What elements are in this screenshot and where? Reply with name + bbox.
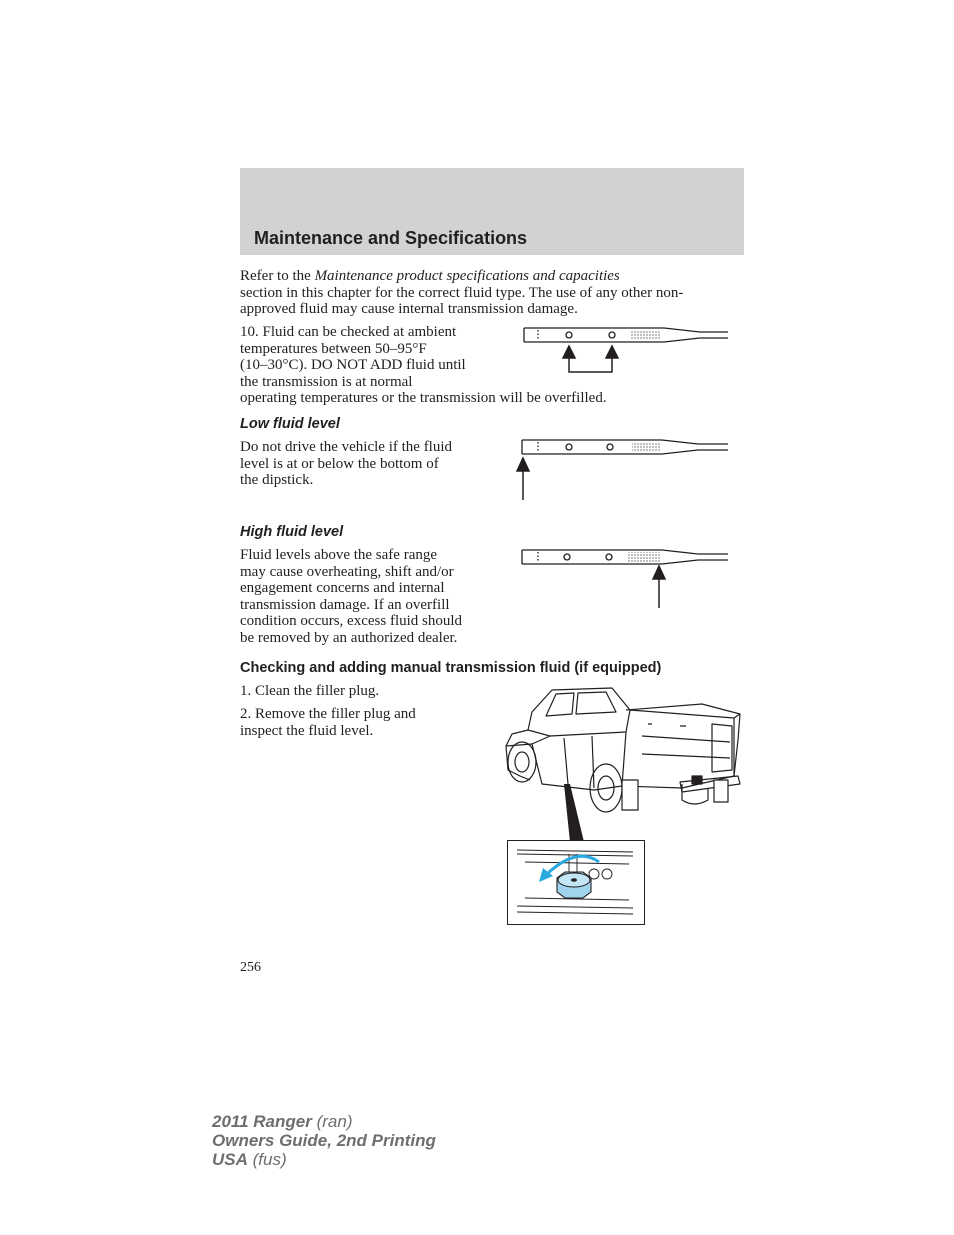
dipstick-shape: [524, 328, 728, 342]
high-fluid-line: be removed by an authorized dealer.: [240, 629, 458, 646]
dipstick-shape: [522, 440, 728, 454]
footer-printing: Owners Guide, 2nd Printing: [212, 1131, 436, 1150]
intro-text-2: section in this chapter for the correct fluid type. The use of any other non-approved fluid may cause internal transmission damage.: [240, 284, 684, 317]
high-level-arrow: [653, 566, 665, 608]
front-wheel: [508, 742, 536, 782]
truck-body: [532, 732, 626, 790]
dipstick-mark-low: [564, 554, 570, 560]
dipstick-normal-range-illustration: [520, 322, 732, 378]
dipstick-mark-high: [606, 554, 612, 560]
manual-transmission-heading: Checking and adding manual transmission fluid (if equipped): [240, 660, 662, 676]
range-bracket-arrows: [563, 346, 618, 372]
low-fluid-line: the dipstick.: [240, 472, 314, 488]
dipstick-crosshatch: [630, 330, 660, 340]
manual-step-2-line: inspect the fluid level.: [240, 722, 374, 739]
filler-plug-detail-illustration: [507, 840, 645, 925]
manual-step-1: 1. Clean the filler plug.: [240, 683, 380, 699]
bolt-icon: [589, 869, 599, 879]
filler-plug: [557, 872, 591, 898]
high-fluid-line: condition occurs, excess fluid should: [240, 613, 463, 629]
low-level-arrow: [517, 458, 529, 500]
section-title: Maintenance and Specifications: [254, 228, 528, 248]
dipstick-high-level-illustration: [514, 542, 732, 610]
dipstick-mark-high: [607, 444, 613, 450]
high-fluid-paragraph: [240, 547, 462, 646]
footer-line-1: [212, 1112, 436, 1131]
low-fluid-line: level is at or below the bottom of: [240, 455, 439, 472]
high-fluid-heading: High fluid level: [240, 524, 344, 540]
high-fluid-line: may cause overheating, shift and/or: [240, 563, 454, 580]
step-10-line: temperatures between 50–95°F: [240, 340, 427, 357]
footer-market-code: (fus): [247, 1150, 287, 1169]
manual-step-2: [240, 706, 416, 739]
high-fluid-line: Fluid levels above the safe range: [240, 547, 438, 563]
detail-pointer: [564, 784, 584, 842]
high-fluid-line: engagement concerns and internal: [240, 580, 445, 596]
high-fluid-line: transmission damage. If an overfill: [240, 596, 450, 613]
step-10-line: the transmission is at normal: [240, 373, 413, 390]
step-10-line: operating temperatures or the transmission will be overfilled.: [240, 390, 607, 406]
pickup-truck-illustration: [502, 684, 746, 844]
intro-italic-reference: Maintenance product specifications and capacities: [314, 268, 620, 284]
dipstick-mark-high: [609, 332, 615, 338]
manual-step-2-line: 2. Remove the filler plug and: [240, 706, 416, 722]
document-footer: [212, 1112, 436, 1169]
footer-line-3: [212, 1150, 436, 1169]
low-fluid-heading: Low fluid level: [240, 416, 340, 432]
footer-model-code: (ran): [311, 1112, 353, 1131]
bolt-icon: [602, 869, 612, 879]
step-10-line: (10–30°C). DO NOT ADD fluid until: [240, 357, 466, 373]
dipstick-crosshatch: [632, 442, 660, 452]
low-fluid-paragraph: [240, 439, 452, 489]
dipstick-low-level-illustration: [514, 434, 732, 502]
dipstick-mark-low: [566, 332, 572, 338]
footer-model: 2011 Ranger: [212, 1112, 312, 1131]
low-fluid-line: Do not drive the vehicle if the fluid: [240, 439, 453, 455]
dipstick-shape: [522, 550, 728, 564]
page-number: 256: [240, 960, 261, 975]
dipstick-mark-low: [566, 444, 572, 450]
footer-market: USA: [212, 1150, 248, 1169]
intro-text-1: Refer to the: [240, 268, 315, 284]
dipstick-crosshatch: [628, 552, 660, 562]
intro-paragraph: [240, 268, 760, 318]
step-10-line: 10. Fluid can be checked at ambient: [240, 324, 457, 340]
footer-line-2: [212, 1131, 436, 1150]
